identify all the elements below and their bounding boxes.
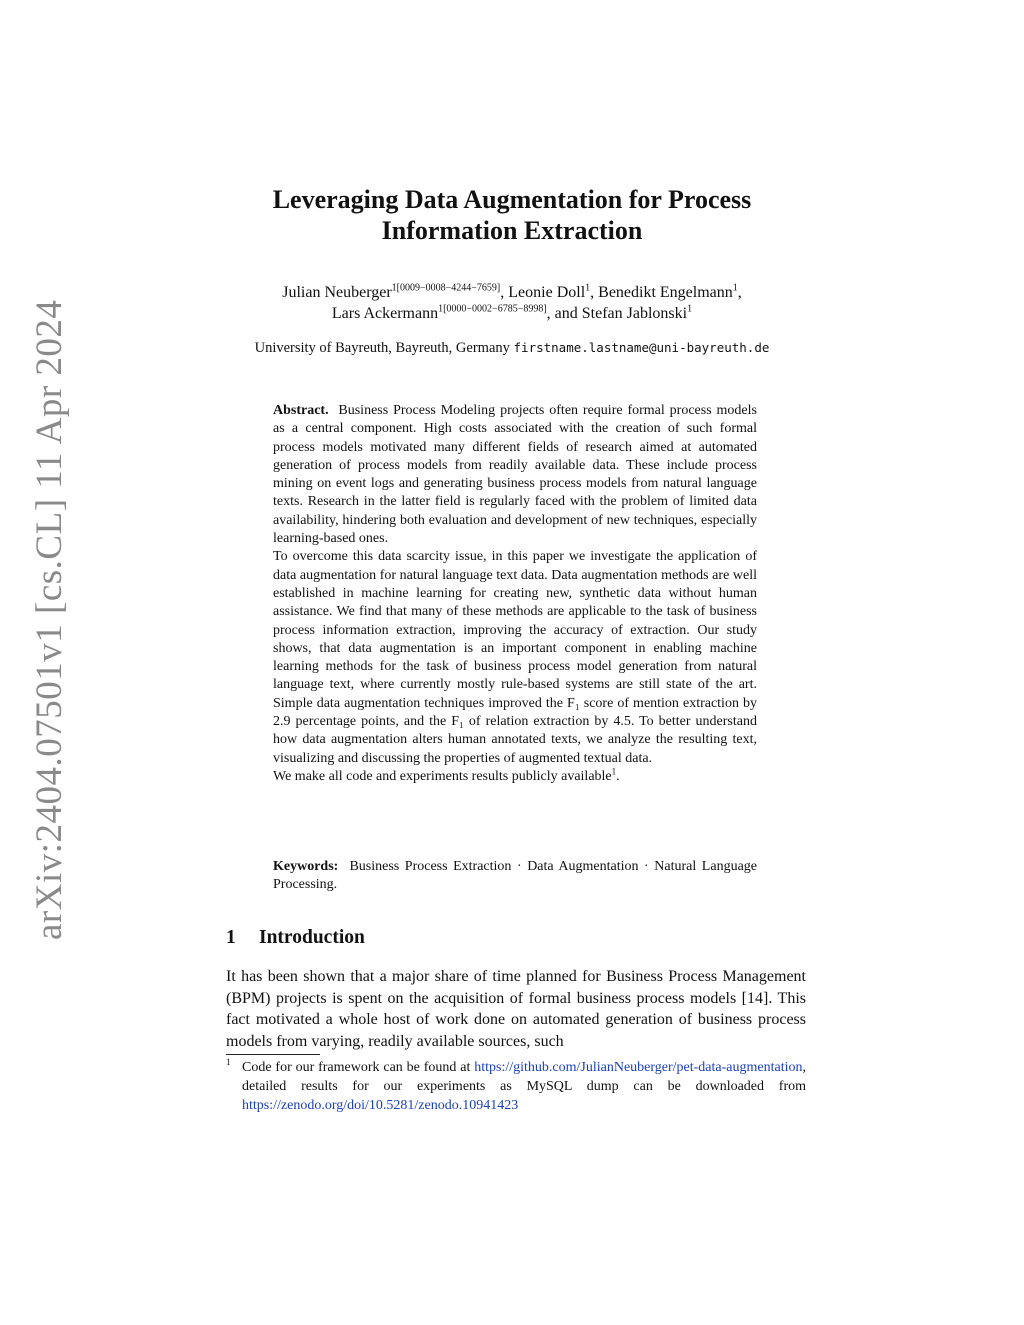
author-affil: 1 <box>732 282 738 294</box>
author-line-1 <box>150 282 874 303</box>
footnote-text-1: Code for our framework can be found at <box>242 1060 475 1075</box>
author-name: , Leonie Doll <box>500 284 586 301</box>
keywords-block <box>273 858 757 895</box>
abstract-text-3: We make all code and experiments results publicly available <box>273 768 612 784</box>
abstract-block <box>273 402 757 786</box>
arxiv-identifier: arXiv:2404.07501v1 [cs.CL] 11 Apr 2024 <box>29 299 70 940</box>
author-name: Julian Neuberger <box>282 284 392 301</box>
keywords-label: Keywords: <box>273 859 339 874</box>
introduction-body <box>226 966 806 1052</box>
author-line-2 <box>150 303 874 324</box>
github-link[interactable]: https://github.com/JulianNeuberger/pet-data-augmentation <box>474 1060 803 1075</box>
abstract-period: . <box>616 768 620 784</box>
abstract-label: Abstract. <box>273 403 329 418</box>
contact-email: firstname.lastname@uni-bayreuth.de <box>513 340 770 355</box>
author-affil-orcid: 1[0009−0008−4244−7659] <box>391 282 501 294</box>
keywords-text: Business Process Extraction · Data Augmentation · Natural Language Processing. <box>273 859 757 893</box>
title-line-1: Leveraging Data Augmentation for Process <box>272 185 752 214</box>
author-separator: , <box>737 284 742 301</box>
affiliation <box>140 338 884 358</box>
paper-title <box>200 184 824 246</box>
abstract-paragraph-2: To overcome this data scarcity issue, in this paper we investigate the application of data augmentation for natural language text data. Data augmentation methods are well established in machine learning for creating new, synthetic data without human assistance. We find that many of these methods are applicable to the task of business process information extraction, improving the accuracy of extraction. Our study shows, that data augmentation is an important component in enabling machine learning methods for the task of business process model generation from natural language text, where currently mostly rule-based systems are still state of the art. Simple data augmentation techniques improved the F₁ score of mention extraction by 2.9 percentage points, and the F₁ of relation extraction by 4.5. To better understand how data augmentation alters human annotated texts, we analyze the resulting text, visualizing and discussing the properties of augmented textual data. <box>273 549 757 766</box>
abstract-paragraph-1 <box>273 402 757 548</box>
author-affil: 1 <box>687 303 693 315</box>
footnote-text-2: , detailed results for our experiments as MySQL dump can be downloaded from <box>242 1060 806 1094</box>
abstract-paragraph-3 <box>273 768 757 786</box>
footnote-divider <box>226 1054 320 1055</box>
author-name: Lars Ackermann <box>331 305 439 322</box>
intro-paragraph: It has been shown that a major share of time planned for Business Process Management (BPM) projects is spent on the acquisition of formal business process models [14]. This fact motivated a whole host of work done on automated generation of business process models from varying, readily available sources, such <box>226 968 806 1050</box>
section-heading <box>226 925 806 951</box>
author-list <box>150 282 874 324</box>
title-line-2: Information Extraction <box>381 216 643 245</box>
author-affil-orcid: 1[0000−0002−6785−8998] <box>438 303 547 315</box>
author-name: , Benedikt Engelmann <box>590 284 733 301</box>
zenodo-link[interactable]: https://zenodo.org/doi/10.5281/zenodo.10941423 <box>242 1098 519 1113</box>
footnote <box>226 1058 806 1115</box>
section-title: Introduction <box>259 927 365 948</box>
section-number: 1 <box>226 927 236 948</box>
author-name: , and Stefan Jablonski <box>546 305 688 322</box>
footnote-paragraph: $^1$ Code for our framework can be found at https://github.com/JulianNeuberger/pet-data-augmentation, detailed results for our experiments as MySQL dump can be downloaded from https://zenodo.org/doi/10.5281/zenodo.10941423 <box>226 1057 806 1113</box>
abstract-text-1: Business Process Modeling projects often require formal process models as a central component. High costs associated with the creation of such formal process models motivated many different fields of research aimed at automated generation of process models from readily available data. These include process mining on event logs and generating business process models from natural language texts. Research in the latter field is regularly faced with the problem of limited data availability, hindering both evaluation and development of new techniques, especially learning-based ones. <box>273 403 757 547</box>
author-affil: 1 <box>585 282 591 294</box>
footnote-ref[interactable]: 1 <box>611 766 617 777</box>
affiliation-text: University of Bayreuth, Bayreuth, Germany <box>254 340 514 356</box>
